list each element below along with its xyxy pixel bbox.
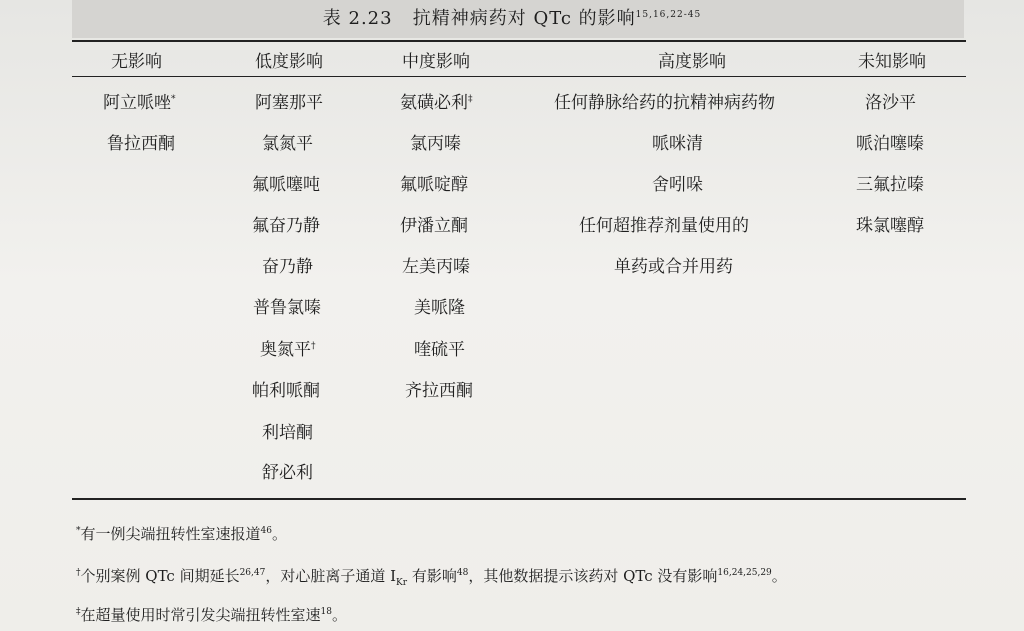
drug-cell: 美哌隆 (414, 298, 465, 318)
caption-text: 抗精神病药对 QTc 的影响 (412, 8, 636, 29)
drug-cell: 氨磺必利‡ (400, 93, 473, 113)
header-high: 高度影响 (658, 52, 726, 72)
footnote-3: ‡在超量使用时常引发尖端扭转性室速$^{18}$。 (76, 606, 347, 624)
footnote-1: *有一例尖端扭转性室速报道$^{46}$。 (76, 525, 287, 543)
drug-cell: 舒必利 (262, 463, 313, 483)
caption-refs: 15,16,22-45 (635, 10, 702, 20)
drug-cell: 鲁拉西酮 (107, 134, 175, 154)
drug-cell: 阿立哌唑* (103, 93, 176, 113)
drug-cell: 齐拉西酮 (405, 381, 473, 401)
drug-cell: 普鲁氯嗪 (253, 298, 321, 318)
drug-cell: 洛沙平 (865, 93, 916, 113)
header-moderate: 中度影响 (402, 52, 470, 72)
drug-cell: 任何超推荐剂量使用的 (579, 216, 749, 236)
drug-cell: 氯丙嗪 (410, 134, 461, 154)
drug-cell: 左美丙嗪 (402, 257, 470, 277)
drug-cell: 单药或合并用药 (614, 257, 733, 277)
header-low: 低度影响 (255, 52, 323, 72)
drug-cell: 氟哌噻吨 (252, 175, 320, 195)
drug-cell: 伊潘立酮 (400, 216, 468, 236)
table-header-rule (72, 76, 966, 77)
drug-cell: 喹硫平 (414, 340, 465, 360)
drug-cell: 舍吲哚 (652, 175, 703, 195)
header-none: 无影响 (111, 52, 162, 72)
drug-cell: 奋乃静 (262, 257, 313, 277)
drug-cell: 哌咪清 (652, 134, 703, 154)
table-bottom-rule (72, 498, 966, 500)
header-unknown: 未知影响 (858, 52, 926, 72)
drug-cell: 氟奋乃静 (252, 216, 320, 236)
drug-cell: 任何静脉给药的抗精神病药物 (554, 93, 775, 113)
table-top-rule (72, 40, 966, 42)
drug-cell: 三氟拉嗪 (856, 175, 924, 195)
drug-cell: 奥氮平† (260, 340, 316, 360)
table-caption (0, 4, 1024, 30)
drug-cell: 阿塞那平 (255, 93, 323, 113)
drug-cell: 氯氮平 (262, 134, 313, 154)
drug-cell: 利培酮 (262, 423, 313, 443)
drug-cell: 帕利哌酮 (252, 381, 320, 401)
caption-label: 表 2.23 (322, 8, 393, 29)
drug-cell: 哌泊噻嗪 (856, 134, 924, 154)
footnote-2: †个别案例 QTc 间期延长$^{26,47}$，对心脏离子通道 $I_{Kr}$ 有影响$^{48}$，其他数据提示该药对 QTc 没有影响$^{16,24,25,29}$。 (76, 567, 787, 588)
drug-cell: 珠氯噻醇 (856, 216, 924, 236)
drug-cell: 氟哌啶醇 (400, 175, 468, 195)
